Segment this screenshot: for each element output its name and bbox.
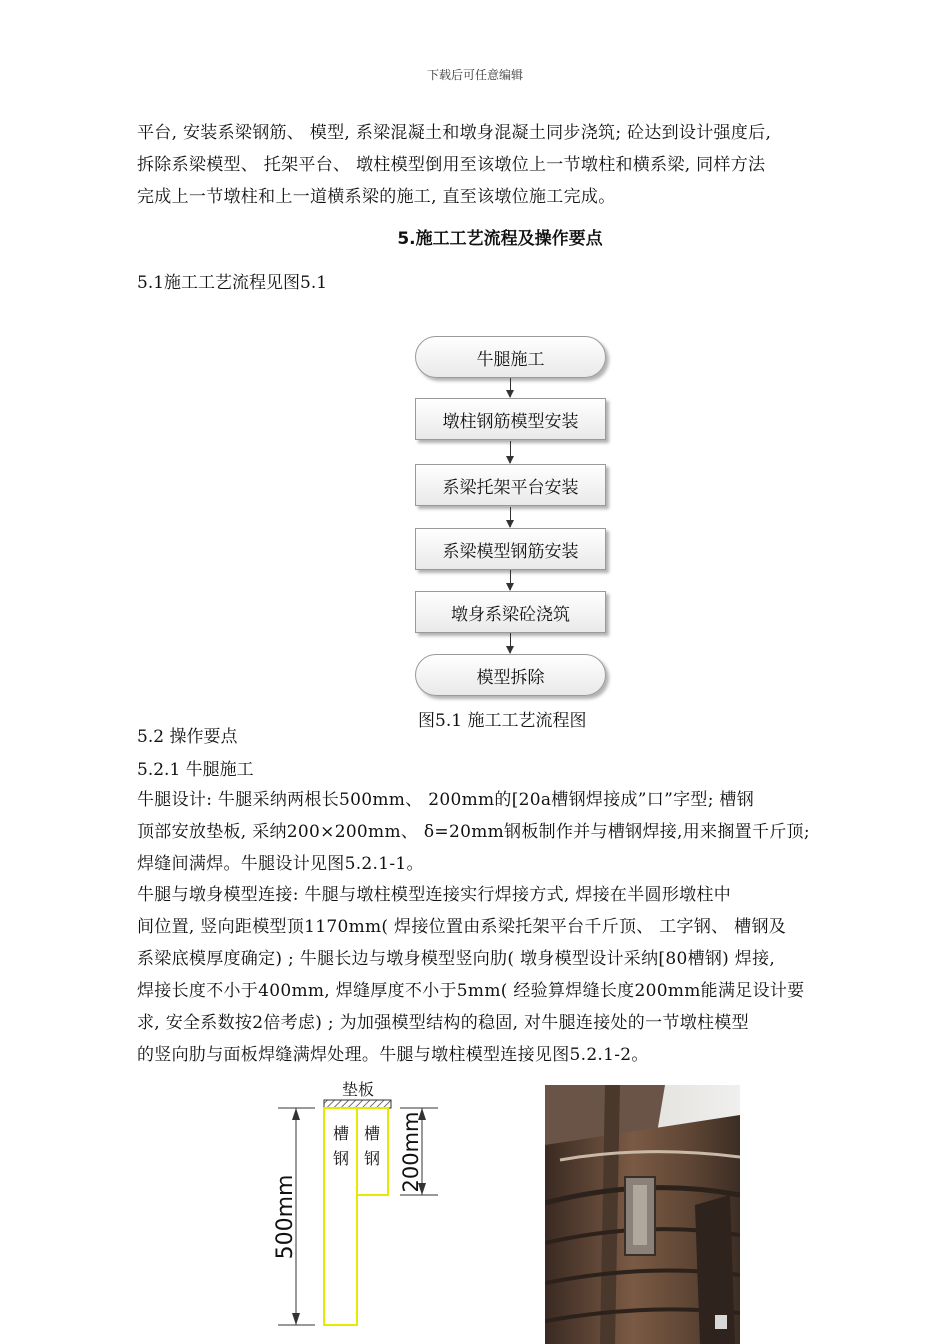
channel-label: 槽 [332,1124,350,1143]
flow-arrow [510,570,511,590]
corbel-connection-photo [545,1085,740,1344]
channel-label: 钢 [363,1149,381,1168]
intro-paragraph [137,117,867,213]
intro-line: 平台, 安装系梁钢筋、 模型, 系梁混凝土和墩身混凝土同步浇筑; 砼达到设计强度后, [137,123,772,143]
para-line: 焊接长度不小于400mm, 焊缝厚度不小于5mm( 经验算焊缝长度200mm能满足设计要 [137,981,805,1001]
dimension-arrowhead [292,1108,300,1120]
para-line: 牛腿设计: 牛腿采纳两根长500mm、 200mm的[20a槽钢焊接成”口”字型; 槽钢 [137,790,755,810]
flow-step: 系梁托架平台安装 [415,464,606,506]
channel-label: 钢 [332,1149,350,1168]
flow-arrow [510,378,511,397]
flow-arrow [510,507,511,527]
flow-arrow [510,633,511,653]
flow-step-start: 牛腿施工 [415,336,606,378]
corbel-design-paragraph [137,784,867,880]
corbel-connection-paragraph [137,879,867,1071]
para-line: 求, 安全系数按2倍考虑) ; 为加强模型结构的稳固, 对牛腿连接处的一节墩柱模型 [137,1013,749,1033]
intro-line: 完成上一节墩柱和上一道横系梁的施工, 直至该墩位施工完成。 [137,187,616,207]
corbel-design-drawing [260,1075,460,1344]
flow-step: 墩身系梁砼浇筑 [415,591,606,633]
pad-label: 垫板 [341,1080,375,1099]
para-line: 顶部安放垫板, 采纳200×200mm、 δ=20mm钢板制作并与槽钢焊接,用来搁置千斤顶; [137,822,810,842]
dimension-500-label: 500mm [273,1174,298,1260]
subsection-5-1: 5.1施工工艺流程见图5.1 [137,273,328,293]
dimension-arrowhead [292,1313,300,1325]
flow-arrow [510,441,511,463]
para-line: 间位置, 竖向距模型顶1170mm( 焊接位置由系梁托架平台千斤顶、 工字钢、 槽钢及 [137,917,787,937]
para-line: 的竖向肋与面板焊缝满焊处理。牛腿与墩柱模型连接见图5.2.1-2。 [137,1045,649,1065]
figure-caption: 图5.1 施工工艺流程图 [418,711,587,731]
section-title: 5.施工工艺流程及操作要点 [397,229,603,249]
para-line: 焊缝间满焊。牛腿设计见图5.2.1-1。 [137,854,424,874]
flow-step: 墩柱钢筋模型安装 [415,398,606,440]
para-line: 系梁底模厚度确定) ; 牛腿长边与墩身模型竖向肋( 墩身模型设计采纳[80槽钢) 焊接, [137,949,776,969]
subsection-5-2: 5.2 操作要点 [137,727,238,747]
page-header: 下载后可任意编辑 [426,68,523,82]
subsection-5-2-1: 5.2.1 牛腿施工 [137,760,254,780]
channel-label: 槽 [363,1124,381,1143]
flow-step-end: 模型拆除 [415,654,606,696]
intro-line: 拆除系梁模型、 托架平台、 墩柱模型倒用至该墩位上一节墩柱和横系梁, 同样方法 [137,155,766,175]
dimension-200-label: 200mm [399,1111,423,1193]
para-line: 牛腿与墩身模型连接: 牛腿与墩柱模型连接实行焊接方式, 焊接在半圆形墩柱中 [137,885,732,905]
flow-step: 系梁模型钢筋安装 [415,528,606,570]
pad-plate [324,1100,391,1108]
